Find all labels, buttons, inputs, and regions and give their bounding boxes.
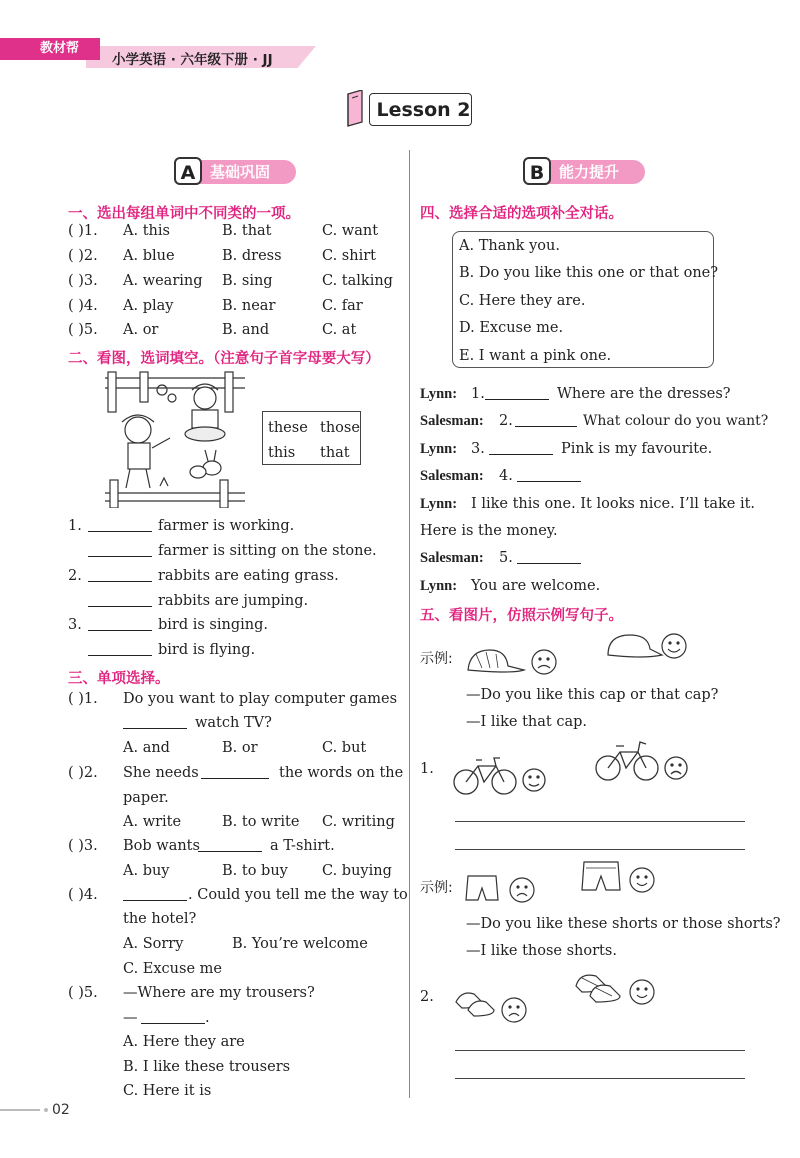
p2-l4-text: rabbits are jumping.	[158, 593, 309, 609]
p1-q4-a: A. play	[123, 298, 174, 314]
footer-dot	[44, 1108, 48, 1112]
book-icon	[344, 90, 368, 128]
cap-sad-image	[464, 644, 560, 678]
p2-l3-blank[interactable]	[88, 569, 152, 582]
p2-l3-text: rabbits are eating grass.	[158, 568, 339, 584]
p2-l2-blank[interactable]	[88, 544, 152, 557]
p3-q3-text1a: Bob wants	[123, 838, 200, 854]
p1-q5-b: B. and	[222, 322, 270, 338]
p2-l2-text: farmer is sitting on the stone.	[158, 543, 377, 559]
column-divider	[409, 150, 410, 1098]
example1-label: 示例:	[420, 651, 453, 667]
q1-number: 1.	[420, 761, 434, 777]
answer1-line2[interactable]	[455, 849, 745, 850]
p2-l1-text: farmer is working.	[158, 518, 295, 534]
bike-happy-image	[594, 740, 694, 786]
dialog2-text: What colour do you want?	[583, 413, 769, 429]
q2-number: 2.	[420, 989, 434, 1005]
dialog3-blank[interactable]	[489, 442, 553, 455]
dialog4-num: 4.	[499, 468, 513, 484]
p3-q3-a: A. buy	[123, 863, 170, 879]
p3-q5-b: B. I like these trousers	[123, 1059, 291, 1075]
section-a-label: 基础巩固	[210, 163, 271, 181]
p2-l5-num: 3.	[68, 617, 82, 633]
p1-q3-num: ( )3.	[68, 273, 98, 289]
p3-q3-blank[interactable]	[198, 839, 262, 852]
dialog5-text: I like this one. It looks nice. I’ll take it.	[471, 496, 756, 512]
dialog1-speaker: Lynn:	[420, 386, 458, 402]
section-b-letter: B	[523, 157, 551, 185]
p1-q4-b: B. near	[222, 298, 276, 314]
p1-q5-c: C. at	[322, 322, 357, 338]
p1-q2-a: A. blue	[123, 248, 175, 264]
part3-heading: 三、单项选择。	[68, 671, 170, 687]
p3-q4-text1: . Could you tell me the way to	[188, 887, 408, 903]
shoes-sad-image	[452, 980, 532, 1024]
p2-l6-blank[interactable]	[88, 643, 152, 656]
example1-answer: —I like that cap.	[466, 714, 587, 730]
p1-q1-a: A. this	[123, 223, 170, 239]
p1-q5-a: A. or	[123, 322, 159, 338]
p2-l3-num: 2.	[68, 568, 82, 584]
bike-sad-image	[452, 752, 548, 798]
p1-q2-b: B. dress	[222, 248, 282, 264]
option-a: A. Thank you.	[459, 238, 560, 254]
cap-happy-image	[604, 631, 688, 663]
p1-q4-c: C. far	[322, 298, 363, 314]
p3-q4-text2: the hotel?	[123, 911, 197, 927]
p1-q1-num: ( )1.	[68, 223, 98, 239]
p1-q3-a: A. wearing	[123, 273, 203, 289]
p3-q5-a: A. Here they are	[123, 1034, 245, 1050]
dialog1-text: Where are the dresses?	[557, 386, 731, 402]
p2-l4-blank[interactable]	[88, 594, 152, 607]
p3-q3-b: B. to buy	[222, 863, 288, 879]
p2-l1-num: 1.	[68, 518, 82, 534]
example1-question: —Do you like this cap or that cap?	[466, 687, 719, 703]
p1-q1-b: B. that	[222, 223, 272, 239]
dialog3-text: Pink is my favourite.	[561, 441, 713, 457]
option-c: C. Here they are.	[459, 293, 586, 309]
p3-q4-blank[interactable]	[123, 888, 187, 901]
dialog4-speaker: Salesman:	[420, 468, 484, 484]
part2-heading: 二、看图，选词填空。（注意句子首字母要大写）	[68, 351, 380, 367]
lesson-title: Lesson 2	[369, 93, 472, 126]
word-these: these	[268, 420, 308, 436]
word-this: this	[268, 445, 296, 461]
example2-label: 示例:	[420, 880, 453, 896]
option-b: B. Do you like this one or that one?	[459, 265, 719, 281]
p3-q4-b: B. You’re welcome	[232, 936, 368, 952]
section-a-letter: A	[174, 157, 202, 185]
p3-q1-b: B. or	[222, 740, 258, 756]
answer2-line1[interactable]	[455, 1050, 745, 1051]
example2-answer: —I like those shorts.	[466, 943, 617, 959]
p1-q4-num: ( )4.	[68, 298, 98, 314]
p3-q3-c: C. buying	[322, 863, 392, 879]
p3-q2-num: ( )2.	[68, 765, 98, 781]
section-b-label: 能力提升	[559, 163, 620, 181]
farm-illustration	[100, 368, 250, 508]
p3-q5-blank[interactable]	[141, 1011, 205, 1024]
dialog7-speaker: Salesman:	[420, 550, 484, 566]
p3-q3-num: ( )3.	[68, 838, 98, 854]
word-those: those	[320, 420, 360, 436]
p3-q2-b: B. to write	[222, 814, 300, 830]
shoes-happy-image	[572, 966, 658, 1010]
part5-heading: 五、看图片，仿照示例写句子。	[420, 608, 623, 624]
p1-q1-c: C. want	[322, 223, 379, 239]
p3-q1-num: ( )1.	[68, 691, 98, 707]
answer1-line1[interactable]	[455, 821, 745, 822]
p3-q2-text1b: the words on the	[279, 765, 404, 781]
dialog6-text: Here is the money.	[420, 523, 558, 539]
dialog2-speaker: Salesman:	[420, 413, 484, 429]
option-d: D. Excuse me.	[459, 320, 564, 336]
dialog7-blank[interactable]	[517, 551, 581, 564]
p3-q2-a: A. write	[123, 814, 182, 830]
example2-question: —Do you like these shorts or those shorts?	[466, 916, 781, 932]
p3-q5-dash: —	[123, 1010, 138, 1026]
p3-q1-a: A. and	[123, 740, 170, 756]
p3-q2-text1a: She needs	[123, 765, 199, 781]
dialog3-num: 3.	[471, 441, 485, 457]
p3-q2-blank[interactable]	[201, 766, 269, 779]
dialog4-blank[interactable]	[517, 469, 581, 482]
p1-q3-c: C. talking	[322, 273, 393, 289]
part4-heading: 四、选择合适的选项补全对话。	[420, 206, 623, 222]
p2-l1-blank[interactable]	[88, 519, 152, 532]
p3-q5-text1: —Where are my trousers?	[123, 985, 315, 1001]
word-that: that	[320, 445, 350, 461]
p2-l5-text: bird is singing.	[158, 617, 268, 633]
p3-q4-num: ( )4.	[68, 887, 98, 903]
dialog5-speaker: Lynn:	[420, 496, 458, 512]
p3-q1-text1: Do you want to play computer games	[123, 691, 398, 707]
p2-l5-blank[interactable]	[88, 618, 152, 631]
dialog1-blank[interactable]	[485, 387, 549, 400]
page-number: 02	[52, 1102, 70, 1118]
p1-q2-num: ( )2.	[68, 248, 98, 264]
section-a-badge	[178, 160, 296, 184]
header-tag: 教材帮	[0, 38, 100, 60]
header-title: 小学英语 · 六年级下册 · JJ	[112, 52, 273, 68]
dialog2-blank[interactable]	[515, 414, 577, 427]
p1-q5-num: ( )5.	[68, 322, 98, 338]
p3-q3-text1b: a T-shirt.	[270, 838, 335, 854]
option-e: E. I want a pink one.	[459, 348, 612, 364]
section-b-badge	[527, 160, 645, 184]
dialog7-num: 5.	[499, 550, 513, 566]
part1-heading: 一、选出每组单词中不同类的一项。	[68, 206, 300, 222]
dialog8-speaker: Lynn:	[420, 578, 458, 594]
p3-q2-text2: paper.	[123, 790, 169, 806]
p3-q5-num: ( )5.	[68, 985, 98, 1001]
shorts-sad-image	[464, 872, 540, 906]
p3-q1-c: C. but	[322, 740, 367, 756]
answer2-line2[interactable]	[455, 1078, 745, 1079]
p1-q2-c: C. shirt	[322, 248, 376, 264]
p3-q2-c: C. writing	[322, 814, 395, 830]
p3-q4-a: A. Sorry	[123, 936, 184, 952]
p1-q3-b: B. sing	[222, 273, 273, 289]
p3-q4-c: C. Excuse me	[123, 961, 222, 977]
p3-q5-period: .	[205, 1010, 210, 1026]
shorts-happy-image	[580, 858, 660, 896]
dialog2-num: 2.	[499, 413, 513, 429]
dialog8-text: You are welcome.	[471, 578, 601, 594]
p2-l6-text: bird is flying.	[158, 642, 256, 658]
dialog3-speaker: Lynn:	[420, 441, 458, 457]
footer-line	[0, 1109, 40, 1111]
p3-q1-text2: watch TV?	[195, 715, 272, 731]
p3-q5-c: C. Here it is	[123, 1083, 212, 1099]
p3-q1-blank[interactable]	[123, 716, 187, 729]
dialog1-num: 1.	[471, 386, 485, 402]
